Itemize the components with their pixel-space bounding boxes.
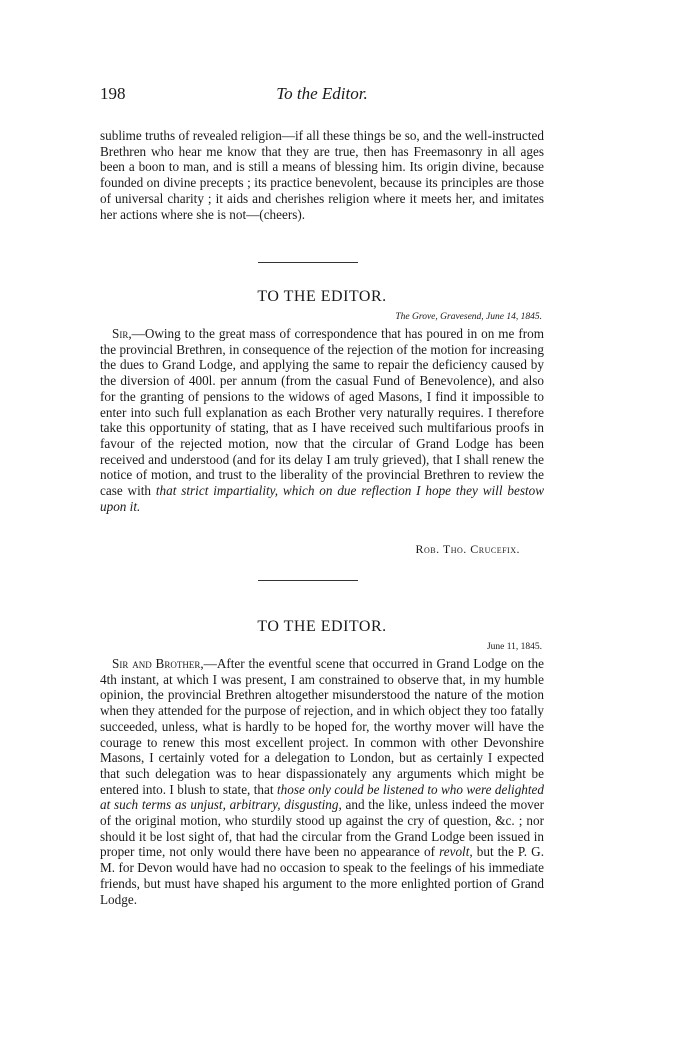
continuation-text: sublime truths of revealed religion—if all these things be so, and the well-instructed Brethren who hear me know that they are true, then has Freemasonry in all ages been a boon to man, and is still a means of blessing him. Its origin divine, because founded on divine precepts ; its practice benevolent, because its principles are those of universal charity ; it aids and cherishes religion where it meets her, and imitates her actions where she is not—(cheers). (100, 128, 544, 222)
letter1-heading: TO THE EDITOR. (257, 288, 387, 305)
letter1-body (100, 326, 544, 514)
section-divider (258, 580, 358, 581)
page-number: 198 (100, 84, 126, 103)
letter2-text-2: and the like, unless indeed the mover of the original motion, who sturdily stood up against the cry of question, &c. ; nor should it be lost sight of, that had the circular from the Grand Lodge been issued in proper time, not only would there have been no appearance of (100, 797, 544, 860)
letter2-dateline: June 11, 1845. (486, 642, 542, 652)
letter2-paragraph (100, 656, 544, 907)
section-divider (258, 262, 358, 263)
continuation-paragraph (100, 128, 544, 222)
page-header (100, 84, 544, 110)
letter2-body (100, 656, 544, 907)
letter1-italic-text: that strict impartiality, which on due reflection I hope they will bestow upon it. (100, 483, 545, 514)
letter2-heading: TO THE EDITOR. (257, 618, 387, 635)
running-title: To the Editor. (276, 84, 368, 103)
letter2-italic-2: revolt, (439, 844, 473, 860)
letter2-text-1: —After the eventful scene that occurred in Grand Lodge on the 4th instant, at which I was present, I am constrained to observe that, in my humble opinion, the provincial Brethren altogether misunderstood the nature of the motion when they attended for the purpose of rejection, and in which object they too fatally succeeded, unless, what is hardly to be hoped for, the worthy mover will have the courage to renew this most excellent project. In common with other Devonshire Masons, I certainly voted for a delegation to London, but as certainly I expected that such delegation was to hear dispassionately any arguments which might be entered into. I blush to state, that (100, 656, 544, 797)
letter2-italic-1: those only could be listened to who were delighted at such terms as unjust, arbitrary, disgusting, (100, 781, 545, 813)
letter1-dateline: The Grove, Gravesend, June 14, 1845. (395, 312, 542, 322)
letter1-signature: Rob. Tho. Crucefix. (415, 542, 520, 556)
letter1-text: —Owing to the great mass of correspondence that has poured in on me from the provincial Brethren, in consequence of the rejection of the motion for increasing the dues to Grand Lodge, and applying the same to repair the deficiency caused by the diversion of 400l. per annum (from the casual Fund of Benevolence), and also for the granting of pensions to the widows of aged Masons, I find it impossible to enter into such full explanation as each Brother very naturally requires. I therefore take this opportunity of stating, that as I have received such multifarious proofs in favour of the rejected motion, now that the circular of Grand Lodge has been received and understood (and for its delay I am truly grieved), that I shall renew the notice of motion, and trust to the liberality of the provincial Brethren to review the case with (100, 326, 544, 499)
letter1-salutation: Sir, (112, 326, 132, 341)
letter1-paragraph (100, 326, 544, 514)
letter2-salutation: Sir and Brother, (112, 656, 204, 671)
letter2-text-3: but the P. G. M. for Devon would have had no occasion to speak to the feelings of his immediate friends, but must have shaped his argument to the more enlighted portion of Grand Lodge. (100, 844, 545, 907)
